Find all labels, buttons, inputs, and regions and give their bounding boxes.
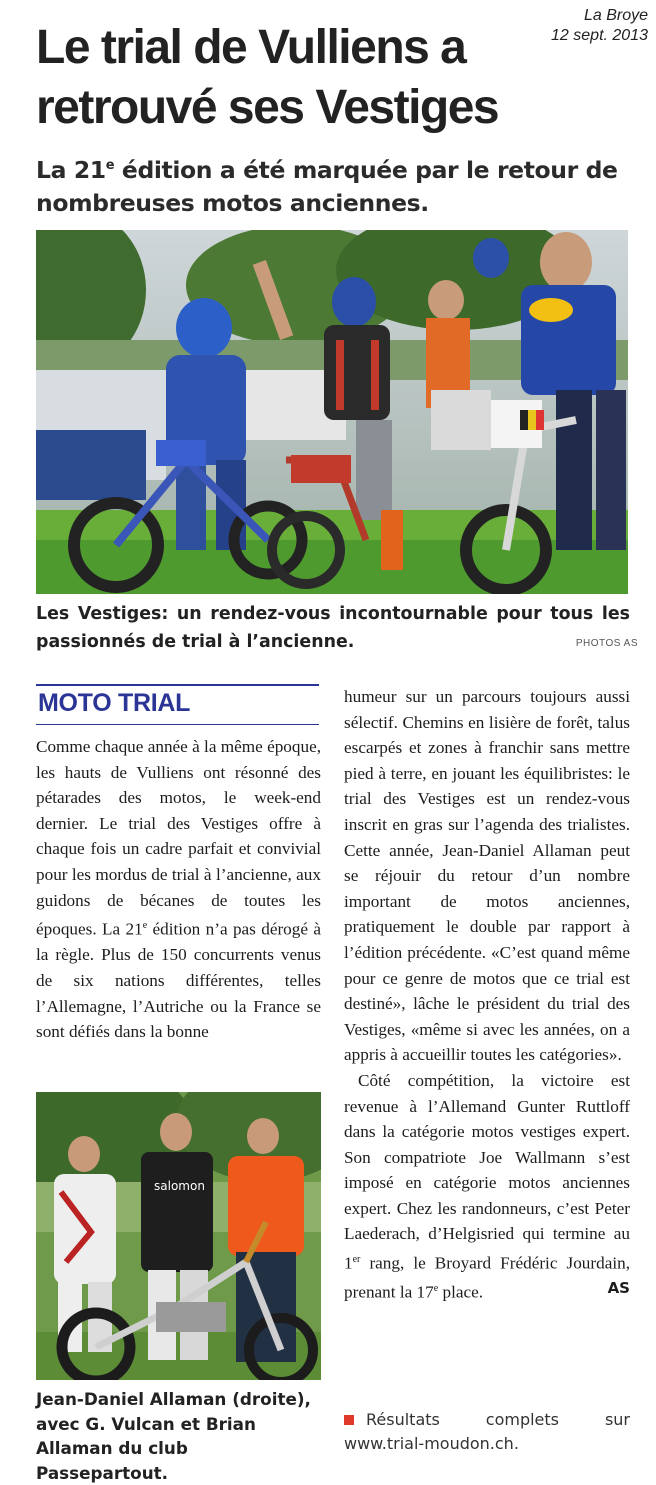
publication-name: La Broye [583,7,648,24]
rubric-label: MOTO TRIAL [38,689,191,717]
main-photo-caption: Les Vestiges: un rendez-vous incontournable pour tous les passionnés de trial à l’ancienne. [36,604,630,652]
body-paragraph-1: Comme chaque année à la même époque, les hauts de Vulliens ont résonné des pétarades des motos, le week-end dernier. Le trial des Vestiges offre à chaque fois un cadre parfait et convivial pour les mordus de trial à l’ancienne, aux guidons de bécanes de toutes les époques. La 21e édition n’a pas dérogé à la règle. Plus de 150 concurrents venus de six nations différentes, telles l’Allemagne, l’Autriche ou la France se sont défiés dans la bonne [36,737,321,1042]
body-paragraph-3: Côté compétition, la victoire est revenue à l’Allemand Gunter Ruttloff dans la catégorie motos vestiges expert. Son compatriote Joe Wallmann s’est imposé en catégorie motos anciennes expert. Chez les randonneurs, c’est Peter Laederach, d’Helgisried qui termine au 1er rang, le Broyard Frédéric Jourdain, prenant la 17e place. AS [344,1070,630,1303]
second-photo-caption: Jean-Daniel Allaman (droite), avec G. Vulcan et Brian Allaman du club Passepartout. [36,1389,311,1483]
photo-credit: PHOTOS AS [575,638,638,649]
red-bullet-icon [344,1415,354,1425]
body-column-2 [344,684,630,1306]
subheadline: La 21e édition a été marquée par le retour de nombreuses motos anciennes. [36,155,618,217]
headline: Le trial de Vulliens a retrouvé ses Vestiges [36,21,499,134]
body-column-1 [36,734,321,1045]
results-link[interactable]: www.trial-moudon.ch. [344,1434,519,1453]
publication-date: 12 sept. 2013 [551,27,648,44]
results-label: Résultats [366,1410,440,1429]
author-signature: AS [607,1279,630,1298]
body-paragraph-2: humeur sur un parcours toujours aussi sélectif. Chemins en lisière de forêt, talus escarpés et zones à franchir sans mettre pied à terre, en jouant les équilibristes: le trial des Vestiges est un rendez-vous inscrit en gras sur l’agenda des trialistes. Cette année, Jean-Daniel Allaman peut se réjouir du retour d’un nombre important de motos anciennes, pratiquement le double par rapport à l’édition précédente. «C’est quand même pour ce genre de motos que ce trial est destiné», lâche le président du trial des Vestiges, «même si avec les années, on a appris à accueillir toutes les catégories». [344,687,630,1065]
section-rubric [36,684,319,725]
results-note: Résultats complets sur www.trial-moudon.ch. [344,1408,630,1456]
second-photo [36,1092,321,1380]
main-photo [36,230,628,594]
shirt-logo: salomon [154,1179,205,1193]
source-line [551,6,648,46]
